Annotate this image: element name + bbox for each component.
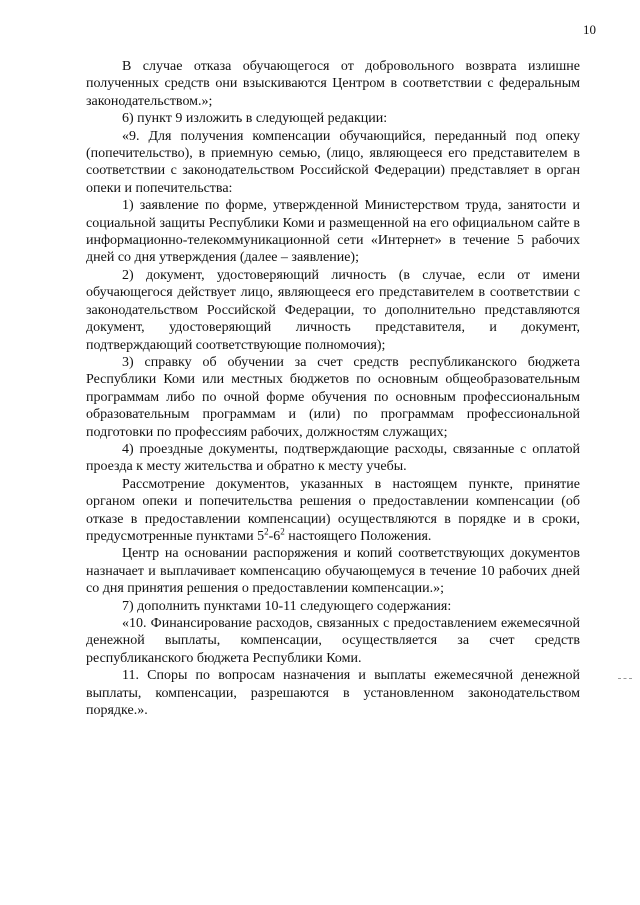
paragraph-review-documents	[86, 476, 580, 546]
superscript-2: 2	[280, 526, 285, 537]
paragraph-list-item-3: 3) справку об обучении за счет средств республиканского бюджета Республики Коми или местных бюджетов по основным общеобразовательным программам либо по очной форме обучения по основным профессиональным образовательным программам и (или) по программам профессиональной подготовки по профессиям рабочих, должностям служащих;	[86, 354, 580, 440]
review-text-before: Рассмотрение документов, указанных в настоящем пункте, принятие органом опеки и попечительства решения о предоставлении компенсации (об отказе в предоставлении компенсации) осуществляются в порядке и в сроки, предусмотренные пунктами 5	[86, 476, 580, 544]
scan-artifact-line	[618, 678, 632, 679]
review-text-after: настоящего Положения.	[284, 528, 432, 544]
paragraph-clause-10: «10. Финансирование расходов, связанных с предоставлением ежемесячной денежной выплаты, компенсации, осуществляется за счет средств республиканского бюджета Республики Коми.	[86, 616, 580, 666]
document-body	[86, 58, 580, 719]
superscript-1: 2	[264, 526, 269, 537]
paragraph-list-item-1: 1) заявление по форме, утвержденной Министерством труда, занятости и социальной защиты Республики Коми и размещенной на его официальном сайте в информационно-телекоммуникационной сети «Интернет» в течение 5 рабочих дней со дня утверждения (далее – заявление);	[86, 198, 580, 266]
paragraph-clause-9: «9. Для получения компенсации обучающийся, переданный под опеку (попечительство), в приемную семью, (лицо, являющееся его представителем в соответствии с законодательством Российской Федерации) представляет в орган опеки и попечительства:	[86, 128, 580, 196]
page-number: 10	[583, 22, 596, 37]
paragraph-refund-refusal: В случае отказа обучающегося от добровольного возврата излишне полученных средств они взыскиваются Центром в соответствии с федеральным законодательством.»;	[86, 59, 580, 109]
paragraph-item-6: 6) пункт 9 изложить в следующей редакции:	[122, 111, 388, 127]
paragraph-clause-11: 11. Споры по вопросам назначения и выплаты ежемесячной денежной выплаты, компенсации, разрешаются в установленном законодательством порядке.».	[86, 668, 580, 719]
review-text-dash: -6	[268, 528, 281, 544]
paragraph-center-payment: Центр на основании распоряжения и копий соответствующих документов назначает и выплачивает компенсацию обучающемуся в течение 10 рабочих дней со дня принятия решения о предоставлении компенсации.»;	[86, 546, 580, 597]
paragraph-list-item-2: 2) документ, удостоверяющий личность (в случае, если от имени обучающегося действует лицо, являющееся его представителем в соответствии с законодательством Российской Федерации, то дополнительно представляются документ, удостоверяющий личность представителя, и документ, подтверждающий соответствующие полномочия);	[86, 267, 580, 353]
paragraph-item-7: 7) дополнить пунктами 10-11 следующего содержания:	[122, 598, 452, 614]
paragraph-list-item-4: 4) проездные документы, подтверждающие расходы, связанные с оплатой проезда к месту жительства и обратно к месту учебы.	[86, 441, 580, 475]
